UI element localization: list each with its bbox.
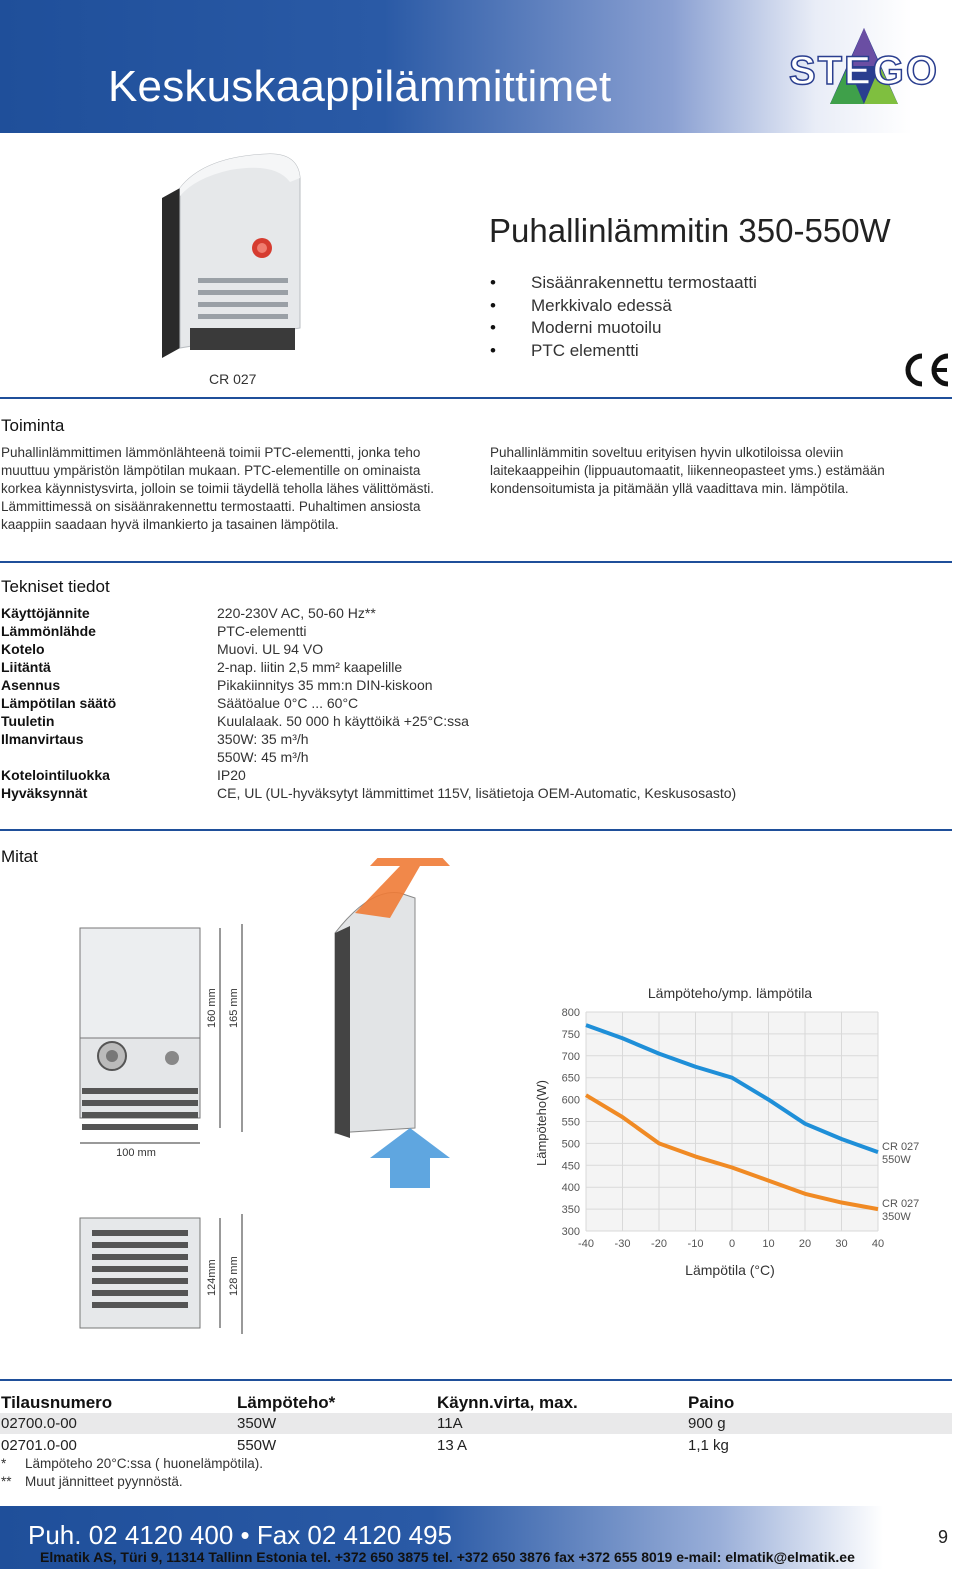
chart-ytick-label: 400	[561, 1182, 580, 1195]
spec-label: Tuuletin	[1, 713, 55, 729]
chart-ytick-label: 650	[561, 1072, 580, 1085]
spec-value: PTC-elementti	[217, 623, 307, 639]
section-divider	[0, 829, 952, 831]
chart-series-label: 350W	[882, 1211, 911, 1224]
chart-ytick-label: 700	[561, 1050, 580, 1063]
chart-ylabel: Lämpöteho(W)	[534, 1080, 549, 1166]
text-line: Puhallinlämmitin soveltuu erityisen hyvin ulkotiloissa oleviin	[490, 445, 844, 460]
footnote-text: Muut jännitteet pyynnöstä.	[25, 1474, 183, 1489]
spec-label: Ilmanvirtaus	[1, 731, 84, 747]
page-title: Keskuskaappilämmittimet	[108, 62, 612, 111]
order-cell: 550W	[237, 1437, 277, 1454]
footnote-mark: *	[1, 1456, 7, 1471]
svg-text:124mm: 124mm	[206, 1259, 218, 1296]
svg-text:128 mm: 128 mm	[228, 1256, 240, 1296]
footer-phone: Puh. 02 4120 400 • Fax 02 4120 495	[28, 1520, 452, 1550]
table-row	[0, 1413, 952, 1434]
chart-series-label: CR 027	[882, 1198, 920, 1211]
spec-value: 550W: 45 m³/h	[217, 749, 309, 765]
chart-xtick-label: -40	[578, 1238, 594, 1250]
spec-label: Käyttöjännite	[1, 605, 90, 621]
svg-text:160 mm: 160 mm	[206, 988, 218, 1028]
section-divider	[0, 397, 952, 399]
chart-ytick-label: 800	[561, 1007, 580, 1019]
feature-item: • PTC elementti	[490, 340, 757, 363]
order-header: Lämpöteho*	[237, 1393, 336, 1412]
text-line: kondensoitumista ja pitämään yllä vaadittava min. lämpötila.	[490, 481, 849, 496]
chart-xtick-label: 0	[728, 1238, 736, 1250]
chart-xlabel: Lämpötila (°C)	[685, 1262, 775, 1278]
order-cell: 13 A	[437, 1437, 468, 1454]
spec-value: Kuulalaak. 50 000 h käyttöikä +25°C:ssa	[217, 713, 469, 729]
feature-item: • Merkkivalo edessä	[490, 295, 757, 318]
chart-title: Lämpöteho/ymp. lämpötila	[647, 985, 813, 1001]
chart-ytick-label: 350	[561, 1204, 580, 1217]
spec-label: Hyväksynnät	[1, 785, 88, 801]
text-line: laitekaappeihin (lippuautomaatit, liikenneopasteet yms.) estämään	[490, 463, 885, 478]
chart-ytick-label: 500	[561, 1138, 580, 1151]
product-caption: CR 027	[209, 371, 257, 387]
dimension-drawing	[70, 858, 470, 1358]
spec-value: 2-nap. liitin 2,5 mm² kaapelille	[217, 659, 403, 675]
order-cell: 11A	[437, 1415, 463, 1432]
section-title-mitat: Mitat	[1, 847, 38, 866]
toiminta-right-text	[490, 444, 885, 498]
spec-value: 350W: 35 m³/h	[217, 731, 309, 747]
section-divider	[0, 1379, 952, 1381]
chart-xtick-label: 20	[798, 1238, 812, 1250]
order-header: Paino	[688, 1393, 735, 1412]
section-title-toiminta: Toiminta	[1, 416, 65, 435]
chart-ytick-label: 600	[561, 1094, 580, 1107]
spec-label: Kotelointiluokka	[1, 767, 110, 783]
spec-label: Kotelo	[1, 641, 45, 657]
order-header: Tilausnumero	[1, 1393, 113, 1412]
spec-value: Säätöalue 0°C ... 60°C	[217, 695, 359, 711]
order-cell: 02701.0-00	[1, 1437, 77, 1454]
text-line: muuttuu ympäristön lämpötilan mukaan. PTC-elementille on ominaista	[1, 463, 421, 478]
spec-label: Liitäntä	[1, 659, 51, 675]
chart-xtick-label: 10	[762, 1238, 775, 1250]
order-cell: 350W	[237, 1415, 277, 1432]
spec-label: Lämpötilan säätö	[1, 695, 117, 711]
feature-list	[490, 272, 757, 362]
section-title-specs: Tekniset tiedot	[1, 577, 110, 596]
svg-text:STEGO: STEGO	[788, 49, 940, 93]
spec-value: Muovi. UL 94 VO	[217, 641, 324, 657]
chart-xtick-label: -30	[614, 1238, 631, 1250]
text-line: kaappiin saadaan hyvä ilmankierto ja tasainen lämpötila.	[1, 517, 339, 532]
footnote-mark: **	[1, 1474, 12, 1489]
stego-logo	[778, 26, 950, 106]
chart-series-label: CR 027	[882, 1141, 920, 1154]
page-number: 9	[938, 1527, 949, 1547]
spec-label: Asennus	[1, 677, 61, 693]
text-line: Lämmittimessä on sisäänrakennettu termostaatti. Puhaltimen ansiosta	[1, 499, 421, 514]
chart-ytick-label: 300	[561, 1226, 580, 1238]
spec-value: IP20	[217, 767, 246, 783]
chart-ytick-label: 750	[561, 1028, 580, 1041]
power-temperature-chart	[528, 985, 928, 1285]
ce-mark-icon	[900, 350, 952, 390]
product-title: Puhallinlämmitin 350-550W	[489, 212, 891, 249]
svg-text:100 mm: 100 mm	[116, 1147, 156, 1159]
spec-label: Lämmönlähde	[1, 623, 96, 639]
toiminta-left-text	[1, 444, 434, 534]
order-cell: 02700.0-00	[1, 1415, 77, 1432]
table-row	[0, 1435, 952, 1456]
spec-value: Pikakiinnitys 35 mm:n DIN-kiskoon	[217, 677, 433, 693]
feature-item: • Sisäänrakennettu termostaatti	[490, 272, 757, 295]
text-line: korkea käynnistysvirta, jolloin se toimii täydellä teholla lähes välittömästi.	[1, 481, 434, 496]
spec-value: 220-230V AC, 50-60 Hz**	[217, 605, 376, 621]
order-header: Käynn.virta, max.	[437, 1393, 578, 1412]
spec-value: CE, UL (UL-hyväksytyt lämmittimet 115V, lisätietoja OEM-Automatic, Keskusosasto)	[217, 785, 737, 801]
chart-xtick-label: -20	[651, 1238, 667, 1250]
footer-address: Elmatik AS, Türi 9, 11314 Tallinn Estonia tel. +372 650 3875 tel. +372 650 3876 fax +372 655 8019 e-mail: elmatik@elmatik.ee	[40, 1549, 855, 1565]
chart-series-label: 550W	[882, 1154, 911, 1167]
text-line: Puhallinlämmittimen lämmönlähteenä toimii PTC-elementti, jonka teho	[1, 445, 421, 460]
chart-xtick-label: 30	[835, 1238, 848, 1250]
chart-ytick-label: 550	[561, 1116, 580, 1129]
product-image	[150, 148, 310, 368]
chart-xtick-label: -10	[687, 1238, 704, 1250]
chart-ytick-label: 450	[561, 1160, 580, 1173]
order-cell: 900 g	[688, 1415, 726, 1432]
svg-text:165 mm: 165 mm	[228, 988, 240, 1028]
footnote-text: Lämpöteho 20°C:ssa ( huonelämpötila).	[25, 1456, 264, 1471]
order-cell: 1,1 kg	[688, 1437, 729, 1454]
chart-xtick-label: 40	[871, 1238, 885, 1250]
section-divider	[0, 561, 952, 563]
feature-item: • Moderni muotoilu	[490, 317, 757, 340]
